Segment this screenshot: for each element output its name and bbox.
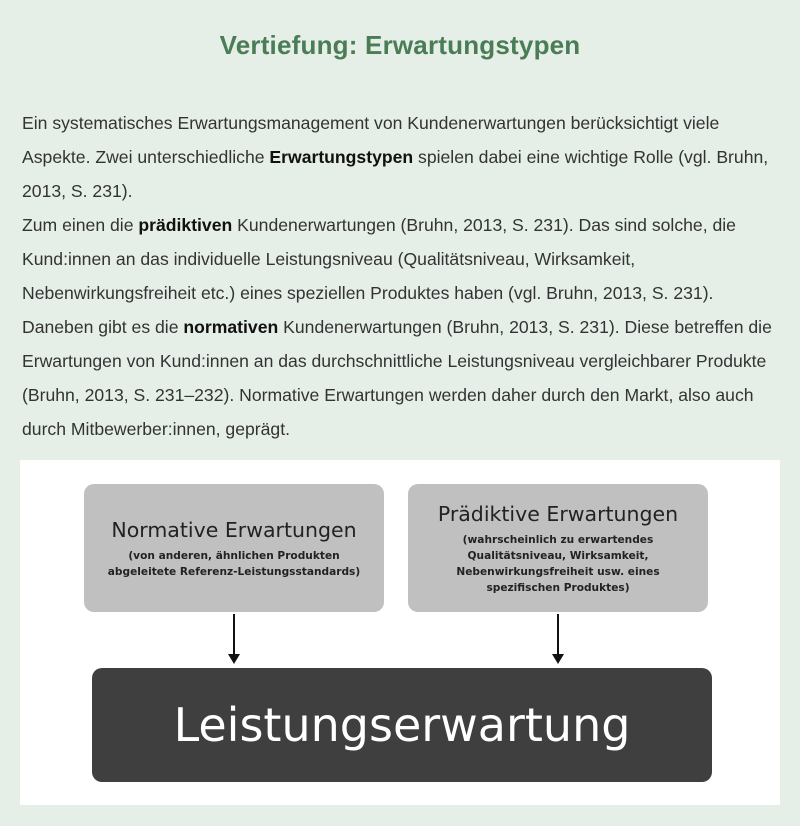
paragraph-2-part-2: Kundenerwartungen (Bruhn, 2013, S. 231). Das sind solche, die Kund:innen an das individuelle Leistungsniveau (Qualitätsniveau, Wirksamkeit, Nebenwirkungsfreiheit etc.) eines speziellen Produktes haben (vgl. Bruhn, 2013, S. 231).: [22, 215, 736, 303]
paragraph-1-part-2: spielen dabei eine wichtige Rolle (vgl. Bruhn, 2013, S. 231).: [22, 147, 769, 201]
praediktiv-box: [408, 484, 708, 612]
diagram-figure: [20, 460, 780, 805]
body-text: [22, 106, 784, 446]
arrow-down-icon: [557, 614, 559, 662]
page-title: Vertiefung: Erwartungstypen: [219, 30, 581, 60]
paragraph-2-part-1: Zum einen die: [22, 215, 139, 235]
paragraph-3-part-1: Daneben gibt es die: [22, 317, 184, 337]
paragraph-2: [22, 208, 784, 310]
paragraph-3-bold: normativen: [183, 317, 279, 337]
normative-box: [84, 484, 384, 612]
paragraph-1-bold: Erwartungstypen: [269, 147, 414, 167]
paragraph-1: [22, 106, 784, 208]
paragraph-2-bold: prädiktiven: [138, 215, 233, 235]
normative-heading: Normative Erwartungen: [111, 518, 357, 542]
normative-subtext: (von anderen, ähnlichen Produkten abgeleitete Referenz-Leistungsstandards): [107, 550, 361, 578]
paragraph-3-part-2: Kundenerwartungen (Bruhn, 2013, S. 231). Diese betreffen die Erwartungen von Kund:innen an das durchschnittliche Leistungsniveau vergleichbarer Produkte (Bruhn, 2013, S. 231–232). Normative Erwartungen werden daher durch den Markt, also auch durch Mitbewerber:innen, geprägt.: [22, 317, 772, 439]
paragraph-1-part-1: Ein systematisches Erwartungsmanagement von Kundenerwartungen berücksichtigt viele Aspekte. Zwei unterschiedliche: [22, 113, 720, 167]
praediktiv-subtext: (wahrscheinlich zu erwartendes Qualitätsniveau, Wirksamkeit, Nebenwirkungsfreiheit usw. eines spezifischen Produktes): [456, 534, 660, 594]
result-box: [92, 668, 712, 782]
arrow-down-icon: [233, 614, 235, 662]
paragraph-3: [22, 310, 784, 446]
result-label: Leistungserwartung: [173, 698, 631, 752]
praediktiv-heading: Prädiktive Erwartungen: [437, 502, 679, 526]
